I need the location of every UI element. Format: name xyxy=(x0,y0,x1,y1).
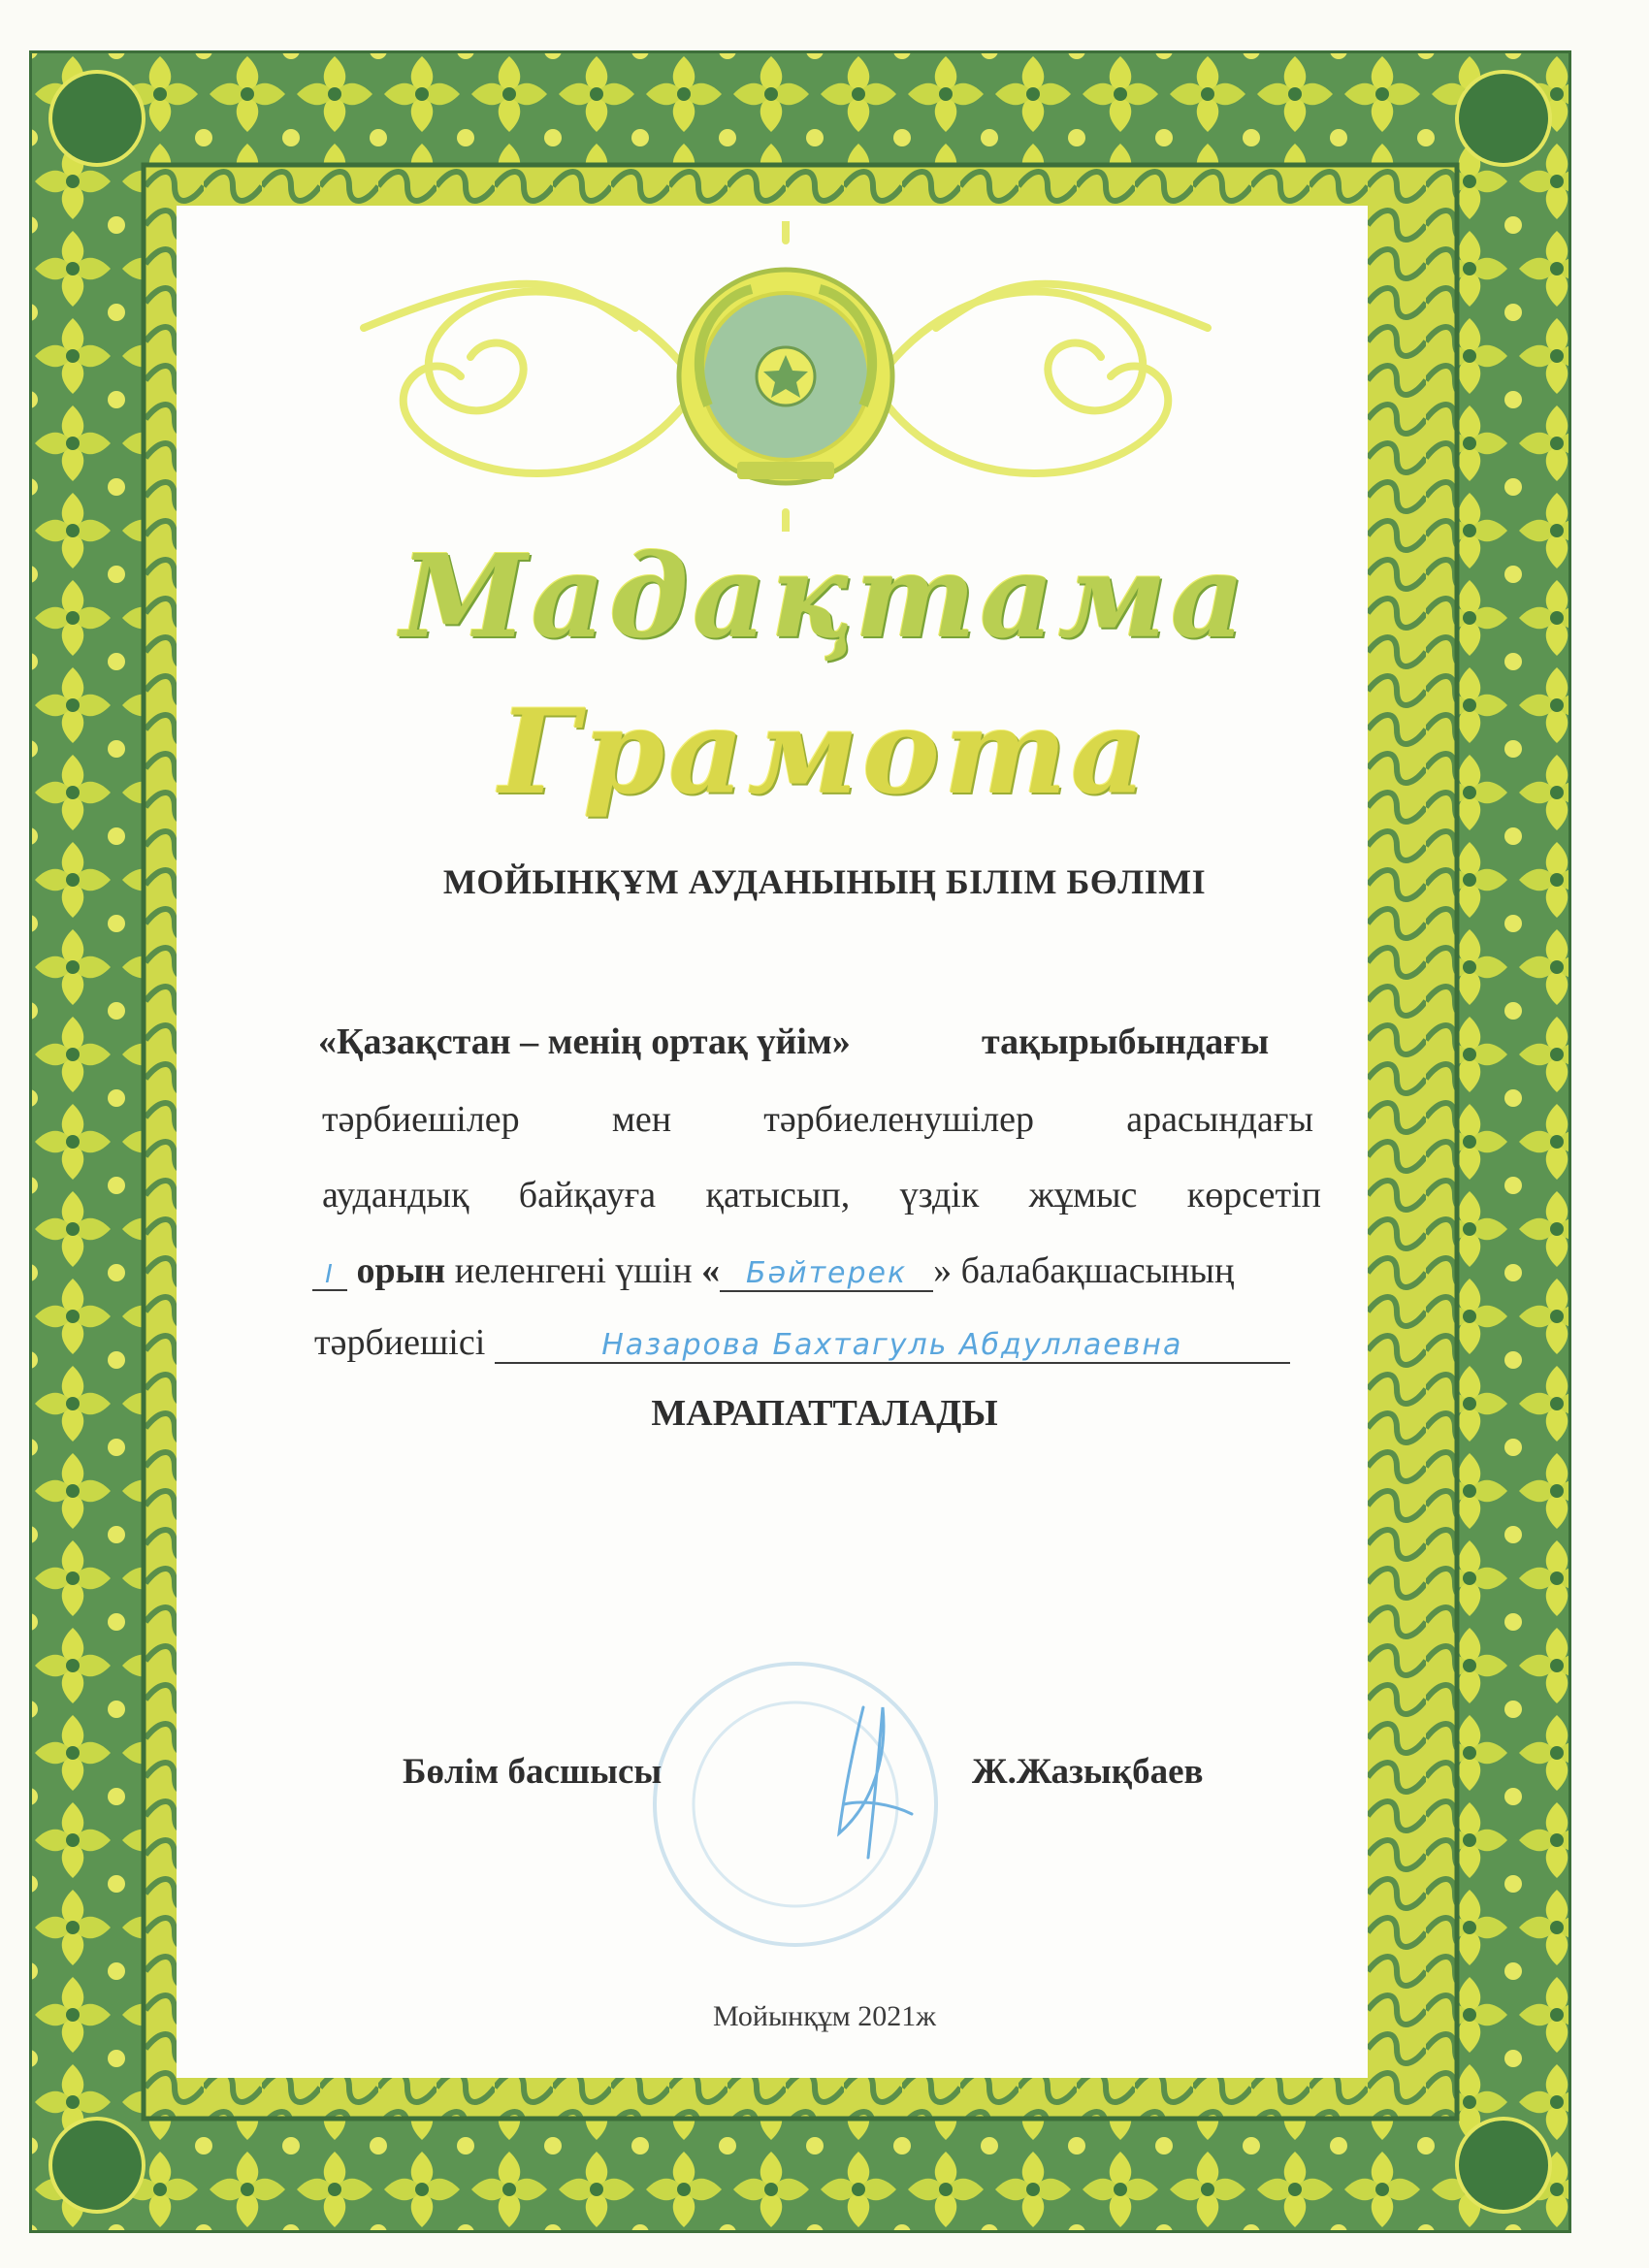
body-line3-word: жұмыс xyxy=(1028,1175,1138,1215)
issuer-heading: МОЙЫНҚҰМ АУДАНЫНЫҢ БІЛІМ БӨЛІМІ xyxy=(442,862,1207,901)
signature-role: Бөлім басшысы xyxy=(403,1752,663,1792)
signature-scribble xyxy=(815,1688,922,1872)
body-line3-word: аудандық xyxy=(322,1175,469,1215)
title-gramota: Грамота xyxy=(499,684,1150,821)
body-line2-word: тәрбиешілер xyxy=(322,1099,520,1140)
body-line3-word: көрсетіп xyxy=(1186,1175,1321,1215)
footer-city-year: Мойынқұм 2021ж xyxy=(713,2000,936,2032)
line4-end: балабақшасының xyxy=(960,1250,1235,1291)
quote-close: » xyxy=(933,1250,953,1291)
title-madaktama: Мадақтама xyxy=(400,529,1249,664)
line4-bold: орын xyxy=(356,1250,446,1291)
body-line2-word: тәрбиеленушілер xyxy=(763,1099,1035,1140)
quote-open: « xyxy=(701,1250,721,1291)
body-line2-word: мен xyxy=(611,1099,672,1140)
state-emblem xyxy=(344,221,1227,532)
body-line2 xyxy=(322,1098,1313,1141)
body-line4 xyxy=(312,1249,1234,1292)
body-line1-quote: «Қазақстан – менің ортақ үйім» xyxy=(318,1021,851,1062)
body-line3-word: байқауға xyxy=(518,1175,657,1215)
kindergarten-name: Бәйтерек xyxy=(720,1256,933,1292)
body-line1-rest: тақырыбындағы xyxy=(982,1021,1270,1062)
recipient-name: Назарова Бахтагуль Абдуллаевна xyxy=(495,1328,1290,1364)
body-line5 xyxy=(314,1321,1290,1364)
awarded-heading: МАРАПАТТАЛАДЫ xyxy=(651,1393,998,1434)
body-line2-word: арасындағы xyxy=(1126,1099,1313,1140)
signature-name: Ж.Жазықбаев xyxy=(972,1752,1204,1792)
body-line3 xyxy=(322,1174,1321,1216)
place-number: I xyxy=(312,1260,347,1291)
body-line3-word: үздік xyxy=(899,1175,980,1215)
body-line3-word: қатысып, xyxy=(705,1175,851,1215)
line5-label: тәрбиешісі xyxy=(314,1322,486,1363)
line4-mid: иеленгені үшін xyxy=(454,1250,693,1291)
